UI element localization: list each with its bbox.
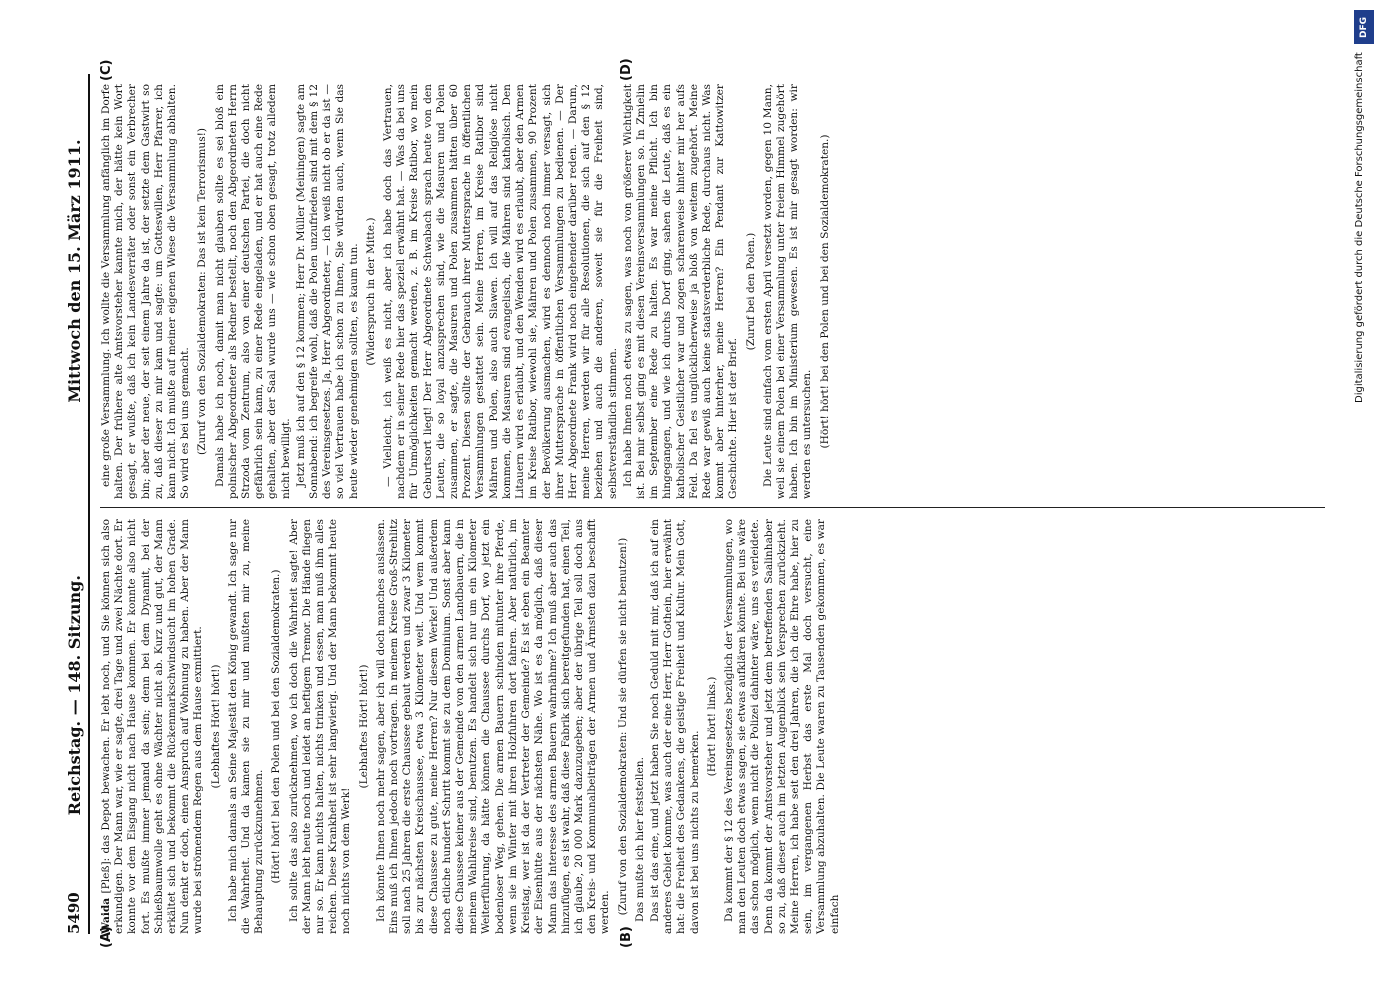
interjection: (Hört! hört! bei den Polen und bei den Sozialdemokraten.) bbox=[270, 569, 283, 884]
column-divider bbox=[100, 507, 1325, 508]
margin-marker-c: (C) bbox=[99, 59, 114, 81]
page-number: 5490 bbox=[65, 892, 83, 934]
interjection: (Hört! hört! bei den Polen und bei den Sozialdemokraten.) bbox=[818, 134, 831, 449]
speech-paragraph: — Vielleicht, ich weiß es nicht, aber ich habe doch das Vertrauen, nachdem er in seiner Rede hier das speziell erwähnt hat. — Was da bei uns für Unmöglichkeiten gemacht werden, z. B. im Kreise Ratibor, wo mein Geburtsort liegt! Der Herr Abgeordnete Schwabach sprach heute von den Leuten, die so loyal anzusprechen sind, wie die Masuren und Polen zusammen, er sagte, die Masuren und Polen zusammen hätten über 60 Prozent. Diesen sollte der Gebrauch ihrer Muttersprache in öffentlichen Versammlungen gestattet sein. Meine Herren, im Kreise Ratibor sind Mähren und Polen, also auch Slawen. Ich will auf das Religiöse nicht kommen, die Masuren sind evangelisch, die Mähren sind katholisch. Den Litauern wird es erlaubt, und den Wenden wird es erlaubt, aber den Armen im Kreise Ratibor, wiewohl sie, Mähren und Polen zusammen, 90 Prozent der Bevölkerung ausmachen, wird es dennoch noch immer versagt, sich ihrer Muttersprache in öffentlichen Versammlungen zu bedienen. — Der Herr Abgeordnete Frank wird noch eingehender darüber reden. — Darum, meine Herren, werden wir für alle Resolutionen, die sich auf den § 12 beziehen und auch die anderen, soweit sie für die Freiheit sind, selbstverständlich stimmen. bbox=[382, 84, 619, 499]
speech-paragraph: Das ist das eine, und jetzt haben Sie noch Geduld mit mir, daß ich auf ein anderes Gebiet komme, was auch der eine Herr, Herr Gothein, hier erwähnt hat: die Freiheit des Gedankens, die geistige Freiheit und Kultur. Mein Gott, davon ist bei uns nichts zu bemerken. bbox=[648, 519, 701, 934]
speech-paragraph: Damals habe ich noch, damit man nicht glauben sollte es sei bloß ein polnischer Abgeordneter als Redner bestellt, noch den Abgeordneten Herrn Strzoda vom Zentrum, also von einer deutschen Partei, die doch nicht gefährlich sein kann, zu einer Rede eingeladen, und er hat auch eine Rede gehalten, aber der Saal wurde uns — wie schon oben gesagt, trotz alledem nicht bewilligt. bbox=[213, 84, 292, 499]
interjection: (Lebhaftes Hört! hört!) bbox=[357, 664, 370, 789]
page-header bbox=[60, 74, 90, 934]
interjection: (Zuruf von den Sozialdemokraten: Das ist kein Terrorismus!) bbox=[196, 127, 209, 456]
interjection: (Lebhaftes Hört! hört!) bbox=[209, 664, 222, 789]
speech-paragraph: Ich habe Ihnen noch etwas zu sagen, was noch von größerer Wichtigkeit ist. Bei mir selbst ging es mit diesen Vereinsversammlungen so. In Zmielin im September eine Rede zu halten. Es war meine Pflicht. Ich bin hingegangen, und wie ich durchs Dorf ging, sahen die Leute, daß es ein katholischer Geistlicher war und zogen scharenweise hinter mir her aufs Feld. Da fiel es unglücklicherweise ja bloß von weitem zugehört. Meine Rede war gewiß auch keine staatsverderbliche Rede, durchaus nicht. Was kommt aber hinterher, meine Herren? Ein Pendant zur Kattowitzer Geschichte. Hier ist der Brief. bbox=[621, 84, 740, 499]
speech-paragraph: Das mußte ich hier feststellen. bbox=[633, 757, 646, 922]
right-column bbox=[99, 58, 1325, 499]
interjection: (Hört! hört! links.) bbox=[705, 676, 718, 777]
speaker-name: Waida bbox=[100, 897, 112, 934]
left-column bbox=[99, 519, 1325, 948]
speech-paragraph: Da kommt der § 12 des Vereinsgesetzes bezüglich der Versammlungen, wo man den Leuten doch etwas sagen, sie etwas aufklären könnte. Bei uns wäre das schon möglich, wenn nicht die Polizei dahinter wäre, uns es verleidete. Denn da kommt der Amtsvorsteher und jetzt dem betreffenden Saalinhaber so zu, daß dieser auch im letzten Augenblick sein Versprechen zurückzieht. Meine Herren, ich habe seit den drei Jahren, die ich die Ehre habe, hier zu sein, im vergangenen Herbst das erste Mal doch versucht, eine Versammlung abzuhalten. Die Leute waren zu Tausenden gekommen, es war einfach bbox=[722, 519, 841, 934]
interjection: (Zuruf von den Sozialdemokraten: Und sie dürfen sie nicht benutzen!) bbox=[616, 537, 629, 916]
printed-page bbox=[60, 58, 1335, 954]
interjection: (Widerspruch in der Mitte.) bbox=[364, 217, 377, 366]
speech-paragraph: eine große Versammlung. Ich wollte die Versammlung anfänglich im Dorfe halten. Der frühere alte Amtsvorsteher kannte mich, der hätte kein Wort gesagt, er wußte, daß ich kein Landesverräter oder sonst ein Verbrecher bin; aber der neue, der seit einem Jahre da ist, der setzte dem Gastwirt so zu, daß dieser zu mir kam und sagte: um Gotteswillen, Herr Pfarrer, ich kann nicht. Ich mußte auf meiner eigenen Wiese die Versammlung abhalten. So wird es bei uns gemacht. bbox=[100, 84, 192, 499]
header-left-title: Reichstag. — 148. Sitzung. bbox=[64, 575, 84, 816]
speech-text: das Depot bewachen. Er lebt noch, und Sie können sich also erkundigen. Der Mann war, wie er sagte, drei Tage und zwei Nächte dort. Er konnte vor dem Eisgang nicht nach Hause kommen. Er konnte also nicht fort. Es mußte immer jemand da sein; denn bei dem Dynamit, bei der Schießbaumwolle geht es ohne Wächter nicht ab. Kurz und gut, der Mann erkältet sich und bekommt die Rückenmarkschwindsucht im hohen Grade. Nun denkt er doch, einen Anspruch auf Wohnung zu haben. Aber der Mann wurde bei strömendem Regen aus dem Hause exmittiert. bbox=[100, 519, 205, 934]
margin-marker-d: (D) bbox=[619, 58, 634, 81]
digitization-sidebar bbox=[1352, 8, 1376, 988]
speech-paragraph: Ich habe mich damals an Seine Majestät den König gewandt. Ich sage nur die Wahrheit. Und da kamen sie zu mir und mußten mir zu, meine Behauptung zurückzunehmen. bbox=[226, 519, 266, 934]
header-right-title: Mittwoch den 15. März 1911. bbox=[64, 139, 84, 403]
speech-paragraph: Ich sollte das also zurücknehmen, wo ich doch die Wahrheit sagte! Aber der Mann lebt heute noch und leidet an heftigem Tremor. Die Hände fliegen nur so. Er kann nichts halten, nichts trinken und essen, man muß ihm alles reichen. Diese Krankheit ist sehr langwierig. Und der Mann bekommt heute noch nichts von dem Werk! bbox=[287, 519, 353, 934]
right-column-body bbox=[100, 84, 832, 499]
speech-paragraph: Die Leute sind einfach vom ersten April versetzt worden, gegen 10 Mann, weil sie einem Polen bei einer Versammlung unter freiem Himmel zugehört haben. Ich bin im Ministerium gewesen. Es ist mir gesagt worden: wir werden es untersuchen. bbox=[761, 84, 814, 499]
interjection: (Zuruf bei den Polen.) bbox=[744, 232, 757, 351]
speech-paragraph: Jetzt muß ich auf den § 12 kommen; Herr Dr. Müller (Meiningen) sagte am Sonnabend: ich begreife wohl, daß die Polen unzufrieden sind mit dem § 12 des Vereinsgesetzes. Ja, Herr Abgeordneter, — ich weiß nicht ob er da ist — so viel Vertrauen habe ich schon zu Ihnen, Sie würden auch, wenn Sie das heute wieder genehmigen sollten, es kaum tun. bbox=[294, 84, 360, 499]
margin-marker-b: (B) bbox=[619, 926, 634, 948]
speaker-paragraph bbox=[100, 519, 206, 934]
dfg-logo: DFG bbox=[1354, 10, 1374, 44]
digitization-credit: Digitalisierung gefördert durch die Deutsche Forschungsgemeinschaft bbox=[1354, 52, 1365, 403]
speaker-constituency: [Pleß]: bbox=[100, 857, 112, 898]
margin-marker-a: (A) bbox=[99, 926, 114, 948]
speech-paragraph: Ich könnte Ihnen noch mehr sagen, aber ich will doch manches auslassen. Eins muß ich Ihnen jedoch noch vortragen. In meinem Kreise Groß-Strehlitz soll nach 25 Jahren die erste Chaussee gebaut werden und zwar 3 Kilometer bis zur nächsten Kreischaussee, etwa 3 Kilometer weit. Und wem kommt diese Chaussee zu gute, meine Herren? Nur diesem Werke! Und außerdem noch etliche hundert Schritt kommt sie zu dem Dominium. Sonst aber kann diese Chaussee keiner aus der Gemeinde von den armen Landbauern, die in meinem Wahlkreise sind, benutzen. Es handelt sich nur um ein Kilometer Weiterführung, da hätte können die Chaussee durchs Dorf, wo jetzt ein bodenloser Weg, gehen. Die armen Bauern schinden mitunter ihre Pferde, wenn sie im Winter mit ihren Holzfuhren dort fahren. Aber natürlich, im Kreistag, wer ist da der Vertreter der Gemeinde? Es ist eben ein Beamter der Eisenhütte aus der nächsten Nähe. Wo ist es da möglich, daß dieser Mann das Interesse des armen Bauern wahrnähme? Ich muß aber auch das hinzufügen, es ist wahr, daß diese Fabrik sich bereitgefunden hat, einen Teil, ich glaube, 20 000 Mark dazuzugeben; aber der übrige Teil soll doch aus den Kreis- und Kommunalbeiträgen der Armen und Ärmsten dazu beschafft werden. bbox=[374, 519, 612, 934]
left-column-body bbox=[100, 519, 842, 934]
